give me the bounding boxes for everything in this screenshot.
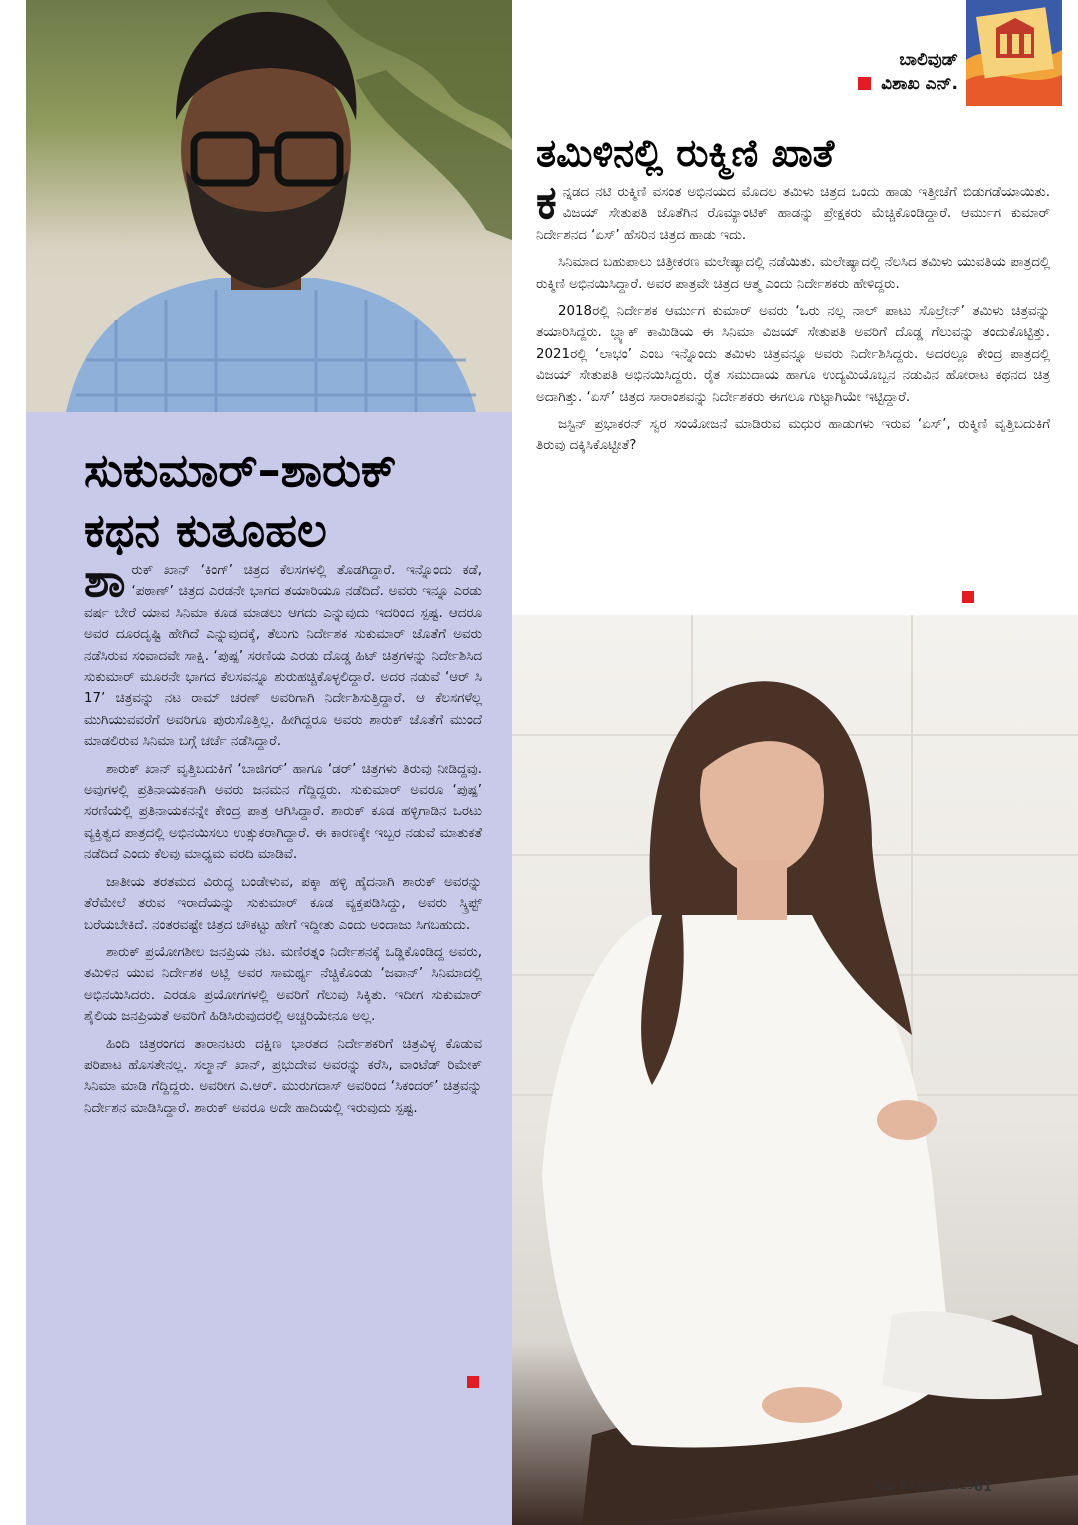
left-article-dropcap: ಶಾ xyxy=(84,553,126,607)
right-article-end-mark-icon xyxy=(962,591,974,603)
left-article-paragraph-3: ಜಾತೀಯ ತರತಮದ ವಿರುದ್ಧ ಬಂಡೇಳುವ, ಪಕ್ಕಾ ಹಳ್ಳಿ ಹೈದನಾಗಿ ಶಾರುಕ್ ಅವರನ್ನು ತೆರೆಮೇಲೆ ತರುವ ಇರಾದೆಯನ್ನು ಸುಕುಮಾರ್ ಕೂಡ ವ್ಯಕ್ತಪಡಿಸಿದ್ದು, ಅವರು ಸ್ಕ್ರಿಪ್ಟ್ ಬರೆಯಬೇಕಿದೆ. ನಂತರವಷ್ಟೇ ಚಿತ್ರದ ಚೌಕಟ್ಟು ಹೇಗೆ ಇದ್ದೀತು ಎಂದು ಅಂದಾಜು ಸಿಗಬಹುದು. xyxy=(84,874,482,933)
left-article-paragraph-2: ಶಾರುಕ್ ಖಾನ್ ವೃತ್ತಿಬದುಕಿಗೆ ‘ಬಾಜಿಗರ್’ ಹಾಗೂ ‘ಡರ್’ ಚಿತ್ರಗಳು ತಿರುವು ನೀಡಿದ್ದವು. ಅವುಗಳಲ್ಲಿ ಪ್ರತಿನಾಯಕನಾಗಿ ಅವರು ಜನಮನ ಗೆದ್ದಿದ್ದರು. ಸುಕುಮಾರ್ ಅವರೂ ‘ಪುಷ್ಪ’ ಸರಣಿಯಲ್ಲಿ ಪ್ರತಿನಾಯಕನನ್ನೇ ಕೇಂದ್ರ ಪಾತ್ರ ಆಗಿಸಿದ್ದಾರೆ. ಶಾರುಕ್ ಕೂಡ ಹಳ್ಳಿಗಾಡಿನ ಒರಟು ವ್ಯಕ್ತಿತ್ವದ ಪಾತ್ರದಲ್ಲಿ ಅಭಿನಯಿಸಲು ಉತ್ಸುಕರಾಗಿದ್ದಾರೆ. ಈ ಕಾರಣಕ್ಕೇ ಇಬ್ಬರ ನಡುವೆ ಮಾತುಕತೆ ನಡೆದಿದೆ ಎಂದು ಕೆಲವು ಮಾಧ್ಯಮ ವರದಿ ಮಾಡಿವೆ. xyxy=(84,761,482,863)
author-name: ವಿಶಾಖ ಎನ್. xyxy=(881,74,958,94)
actress-photo xyxy=(512,615,1078,1525)
author-byline xyxy=(858,72,958,96)
right-article-paragraph-1 xyxy=(536,175,1050,246)
left-article-paragraph-4: ಶಾರುಕ್ ಪ್ರಯೋಗಶೀಲ ಜನಪ್ರಿಯ ನಟ. ಮಣಿರತ್ನಂ ನಿರ್ದೇಶನಕ್ಕೆ ಒಡ್ಡಿಕೊಂಡಿದ್ದ ಅವರು, ತಮಿಳಿನ ಯುವ ನಿರ್ದೇಶಕ ಅಟ್ಲಿ ಅವರ ಸಾಮರ್ಥ್ಯ ನೆಚ್ಚಿಕೊಂಡು ‘ಜವಾನ್’ ಸಿನಿಮಾದಲ್ಲಿ ಅಭಿನಯಿಸಿದರು. ಎರಡೂ ಪ್ರಯೋಗಗಳಲ್ಲಿ ಅವರಿಗೆ ಗೆಲುವು ಸಿಕ್ಕಿತು. ಇದೀಗ ಸುಕುಮಾರ್ ಶೈಲಿಯ ಜನಪ್ರಿಯತೆ ಅವರಿಗೆ ಹಿಡಿಸಿರುವುದರಲ್ಲಿ ಅಚ್ಚರಿಯೇನೂ ಅಲ್ಲ. xyxy=(84,944,482,1025)
left-article-body xyxy=(84,553,482,1125)
left-article-paragraph-1-text: ರುಕ್ ಖಾನ್ ‘ಕಿಂಗ್’ ಚಿತ್ರದ ಕೆಲಸಗಳಲ್ಲಿ ತೊಡಗಿದ್ದಾರೆ. ಇನ್ನೊಂದು ಕಡೆ, ‘ಪಠಾಣ್’ ಚಿತ್ರದ ಎರಡನೇ ಭಾಗದ ತಯಾರಿಯೂ ನಡೆದಿದೆ. ಅವರು ಇನ್ನೂ ಎರಡು ವರ್ಷ ಬೇರೆ ಯಾವ ಸಿನಿಮಾ ಕೂಡ ಮಾಡಲು ಆಗದು ಎನ್ನುವುದು ಇದರಿಂದ ಸ್ಪಷ್ಟ. ಆದರೂ ಅವರ ದೂರದೃಷ್ಟಿ ಹೇಗಿದೆ ಎನ್ನುವುದಕ್ಕೆ, ತೆಲುಗು ನಿರ್ದೇಶಕ ಸುಕುಮಾರ್ ಜೊತೆಗೆ ಅವರು ನಡೆಸಿರುವ ಸಂವಾದವೇ ಸಾಕ್ಷಿ. ‘ಪುಷ್ಪ’ ಸರಣಿಯ ಎರಡು ದೊಡ್ಡ ಹಿಟ್ ಚಿತ್ರಗಳನ್ನು ನಿರ್ದೇಶಿಸಿದ ಸುಕುಮಾರ್ ಮೂರನೇ ಭಾಗದ ಕೆಲಸವನ್ನೂ ಶುರುಹಚ್ಚಿಕೊಳ್ಳಲಿದ್ದಾರೆ. ಅದರ ನಡುವೆ ‘ಆರ್ ಸಿ 17’ ಚಿತ್ರವನ್ನು ನಟ ರಾಮ್ ಚರಣ್ ಅವರಿಗಾಗಿ ನಿರ್ದೇಶಿಸುತ್ತಿದ್ದಾರೆ. ಆ ಕೆಲಸಗಳೆಲ್ಲ ಮುಗಿಯುವವರೆಗೆ ಅವರಿಗೂ ಪುರುಸೊತ್ತಿಲ್ಲ. ಹೀಗಿದ್ದರೂ ಅವರು ಶಾರುಕ್ ಜೊತೆಗೆ ಮುಂದೆ ಮಾಡಲಿರುವ ಸಿನಿಮಾ ಬಗ್ಗೆ ಚರ್ಚೆ ನಡೆಸಿದ್ದಾರೆ. xyxy=(84,563,482,750)
issue-footer: ಸುಧಾ 03 ಏಪ್ರಿಲ್ 2025 xyxy=(875,1479,974,1492)
actress-photo-illustration xyxy=(512,615,1078,1525)
right-article-dropcap: ಕ xyxy=(536,175,557,229)
right-article-headline: ತಮಿಳಿನಲ್ಲಿ ರುಕ್ಮಿಣಿ ಖಾತೆ xyxy=(536,131,835,175)
left-article-paragraph-1 xyxy=(84,553,482,753)
director-photo xyxy=(26,0,512,412)
left-headline-line-1: ಸುಕುಮಾರ್–ಶಾರುಕ್ xyxy=(84,443,397,497)
byline-square-icon xyxy=(858,77,871,90)
director-photo-illustration xyxy=(26,0,512,412)
left-article-paragraph-5: ಹಿಂದಿ ಚಿತ್ರರಂಗದ ತಾರಾನಟರು ದಕ್ಷಿಣ ಭಾರತದ ನಿರ್ದೇಶಕರಿಗೆ ಚಿತ್ರವಿಳ್ಳ ಕೊಡುವ ಪರಿಪಾಟ ಹೊಸತೇನಲ್ಲ. ಸಲ್ಮಾನ್ ಖಾನ್, ಪ್ರಭುದೇವ ಅವರನ್ನು ಕರೆಸಿ, ವಾಂಟೆಡ್ ರಿಮೇಕ್ ಸಿನಿಮಾ ಮಾಡಿ ಗೆದ್ದಿದ್ದರು. ಅವರೀಗ ಎ.ಆರ್. ಮುರುಗದಾಸ್ ಅವರಿಂದ ‘ಸಿಕಂದರ್’ ಚಿತ್ರವನ್ನು ನಿರ್ದೇಶನ ಮಾಡಿಸಿದ್ದಾರೆ. ಶಾರುಕ್ ಅವರೂ ಅದೇ ಹಾದಿಯಲ್ಲಿ ಇರುವುದು ಸ್ಪಷ್ಟ. xyxy=(84,1036,482,1116)
section-name: ಬಾಲಿವುಡ್ xyxy=(899,50,958,70)
bollywood-section-logo-icon xyxy=(966,0,1062,106)
right-article-paragraph-3: 2018ರಲ್ಲಿ ನಿರ್ದೇಶಕ ಆರ್ಮುಗ ಕುಮಾರ್ ಅವರು ‘ಒರು ನಲ್ಲ ನಾಲ್ ಪಾಟು ಸೊಲ್ರೇನ್’ ತಮಿಳು ಚಿತ್ರವನ್ನು ತಯಾರಿಸಿದ್ದರು. ಬ್ಲ್ಯಾಕ್ ಕಾಮಿಡಿಯ ಈ ಸಿನಿಮಾ ವಿಜಯ್ ಸೇತುಪತಿ ಅವರಿಗೆ ದೊಡ್ಡ ಗೆಲುವನ್ನು ತಂದುಕೊಟ್ಟಿತ್ತು. 2021ರಲ್ಲಿ ‘ಲಾಭಂ’ ಎಂಬ ಇನ್ನೊಂದು ತಮಿಳು ಚಿತ್ರವನ್ನೂ ಅವರು ನಿರ್ದೇಶಿಸಿದ್ದರು. ಅದರಲ್ಲೂ ಕೇಂದ್ರ ಪಾತ್ರದಲ್ಲಿ ವಿಜಯ್ ಸೇತುಪತಿ ಅಭಿನಯಿಸಿದ್ದರು. ರೈತ ಸಮುದಾಯ ಹಾಗೂ ಉದ್ಯಮಿಯೊಬ್ಬನ ನಡುವಿನ ಹೋರಾಟ ಕಥನದ ಚಿತ್ರ ಅದಾಗಿತ್ತು. ‘ಏಸ್’ ಚಿತ್ರದ ಸಾರಾಂಶವನ್ನು ನಿರ್ದೇಶಕರು ಈಗಲೂ ಗುಟ್ಟಾಗಿಯೇ ಇಟ್ಟಿದ್ದಾರೆ. xyxy=(536,304,1050,405)
left-headline-line-2: ಕಥನ ಕುತೂಹಲ xyxy=(84,503,327,557)
right-article-body xyxy=(536,175,1050,463)
right-article-paragraph-4: ಜಸ್ಟಿನ್ ಪ್ರಭಾಕರನ್ ಸ್ವರ ಸಂಯೋಜನೆ ಮಾಡಿರುವ ಮಧುರ ಹಾಡುಗಳು ಇರುವ ‘ಏಸ್’, ರುಕ್ಮಿಣಿ ವೃತ್ತಿಬದುಕಿಗೆ ತಿರುವು ದಕ್ಕಿಸಿಕೊಟ್ಟೀತೆ? xyxy=(536,417,1050,454)
right-article-paragraph-1-text: ನ್ನಡದ ನಟಿ ರುಕ್ಮಿಣಿ ವಸಂತ ಅಭಿನಯದ ಮೊದಲ ತಮಿಳು ಚಿತ್ರದ ಒಂದು ಹಾಡು ಇತ್ತೀಚೆಗೆ ಬಿಡುಗಡೆಯಾಯಿತು. ವಿಜಯ್ ಸೇತುಪತಿ ಜೊತೆಗಿನ ರೊಮ್ಯಾಂಟಿಕ್ ಹಾಡನ್ನು ಪ್ರೇಕ್ಷಕರು ಮೆಚ್ಚಿಕೊಂಡಿದ್ದಾರೆ. ಆರ್ಮುಗ ಕುಮಾರ್ ನಿರ್ದೇಶನದ ‘ಏಸ್’ ಹೆಸರಿನ ಚಿತ್ರದ ಹಾಡು ಇದು. xyxy=(536,185,1050,243)
section-tag xyxy=(858,48,958,96)
page-number: 61 xyxy=(973,1480,992,1495)
right-article-paragraph-2: ಸಿನಿಮಾದ ಬಹುಪಾಲು ಚಿತ್ರೀಕರಣ ಮಲೇಷ್ಯಾದಲ್ಲಿ ನಡೆಯಿತು. ಮಲೇಷ್ಯಾದಲ್ಲಿ ನೆಲಸಿದ ತಮಿಳು ಯುವತಿಯ ಪಾತ್ರದಲ್ಲಿ ರುಕ್ಮಿಣಿ ಅಭಿನಯಿಸಿದ್ದಾರೆ. ಅವರ ಪಾತ್ರವೇ ಚಿತ್ರದ ಆತ್ಮ ಎಂದು ನಿರ್ದೇಶಕರು ಹೇಳಿದ್ದರು. xyxy=(536,255,1050,292)
left-article-end-mark-icon xyxy=(467,1376,479,1388)
left-article-headline xyxy=(84,440,504,560)
